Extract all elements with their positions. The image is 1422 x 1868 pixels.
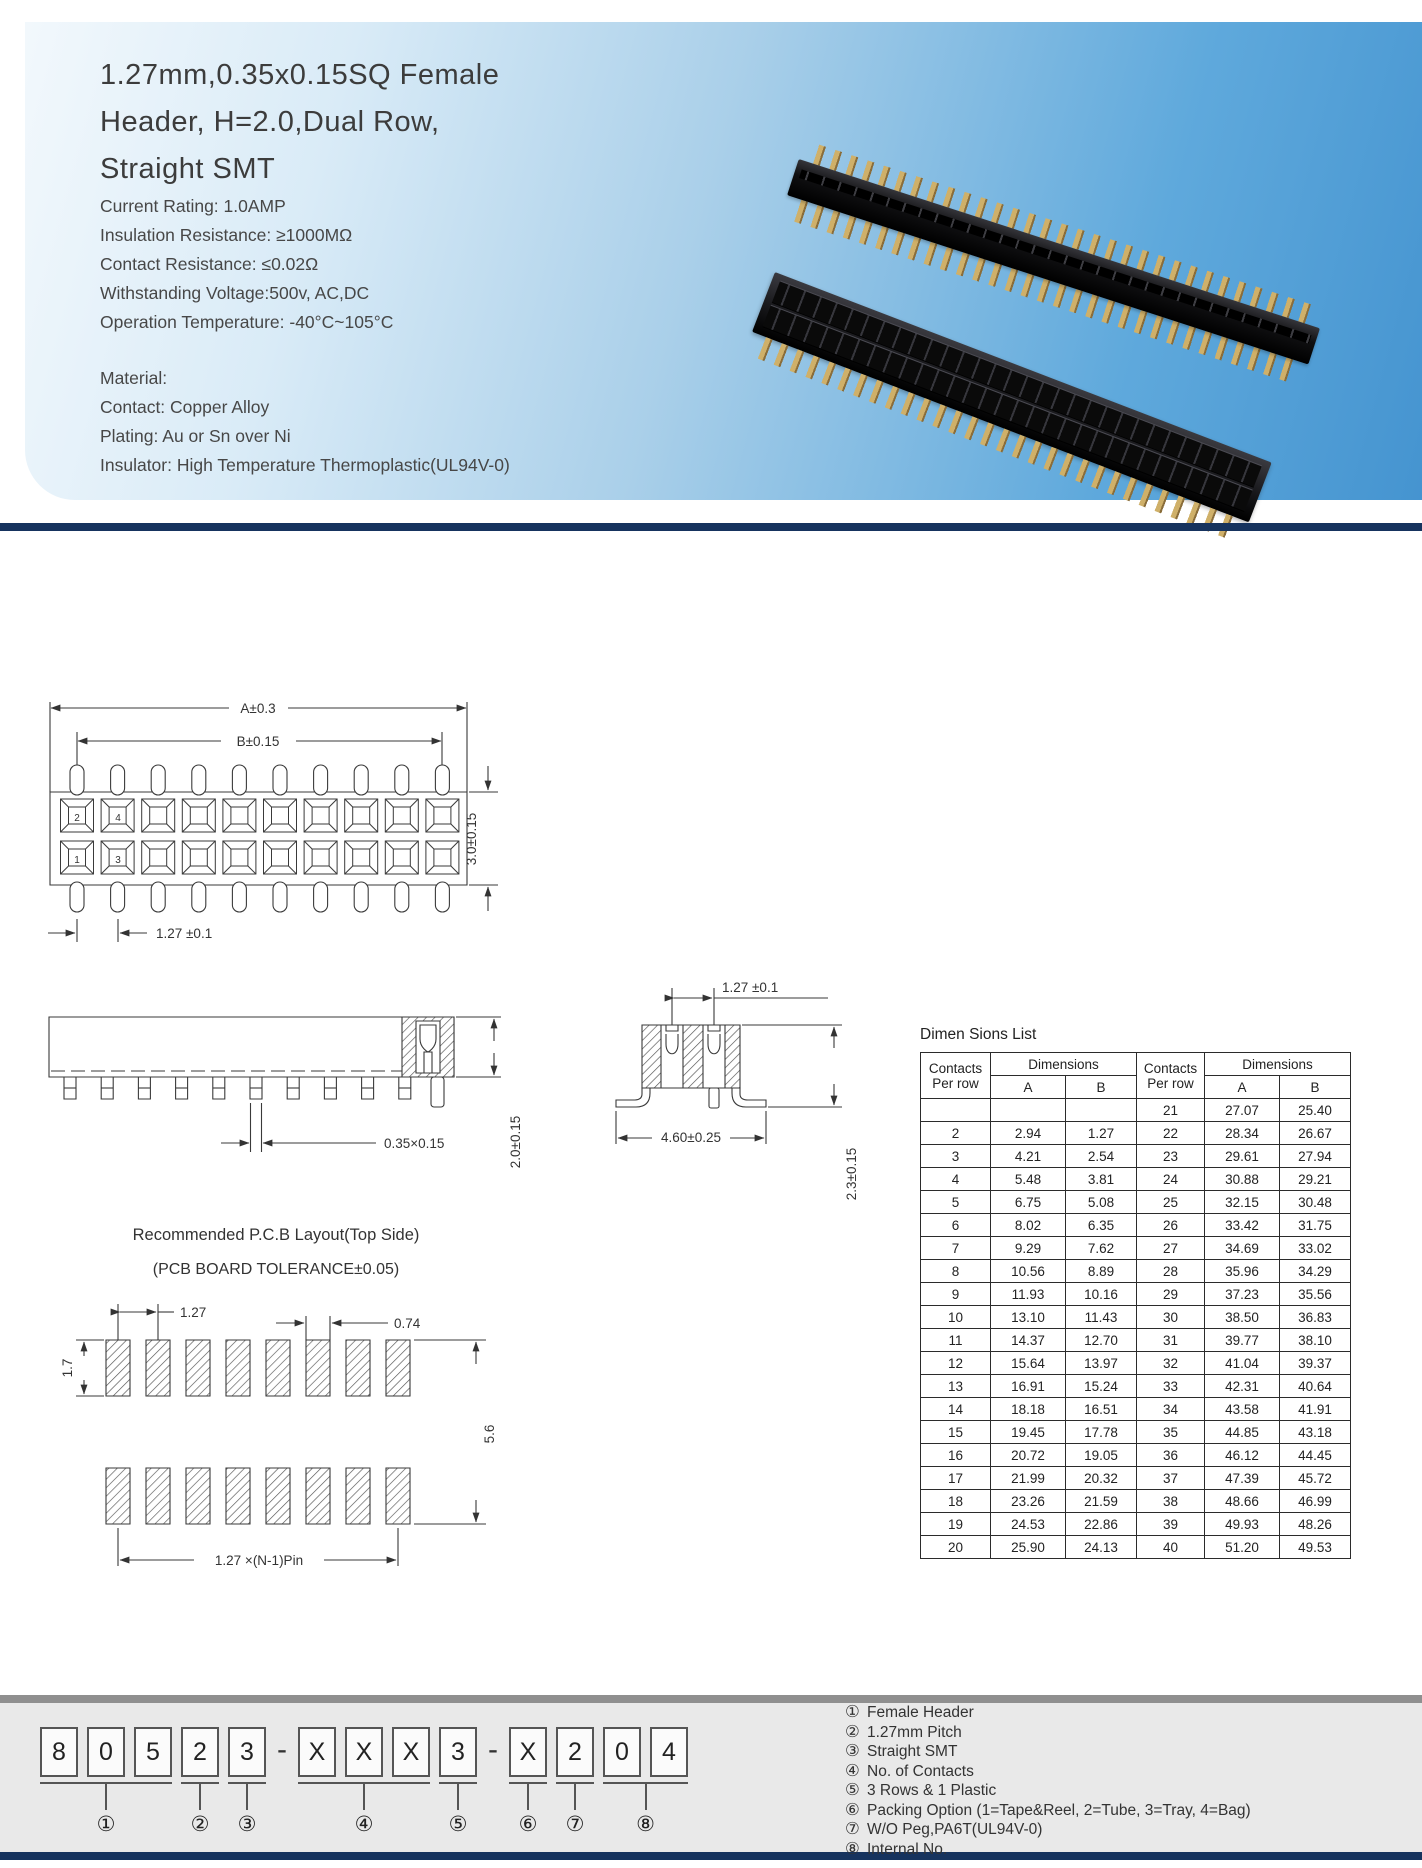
table-row: [921, 1398, 1351, 1421]
cell-dim-a: 44.85: [1205, 1421, 1280, 1444]
cell-dim-b: [1066, 1099, 1137, 1122]
cell-dim-a: 4.21: [991, 1145, 1066, 1168]
cell-dim-b: 25.40: [1280, 1099, 1351, 1122]
cell-contacts: 18: [921, 1490, 991, 1513]
table-row: [921, 1237, 1351, 1260]
part-number-box: X: [509, 1727, 547, 1777]
drawing-pcb-layout: [60, 1222, 571, 1582]
cell-dim-a: 39.77: [1205, 1329, 1280, 1352]
cell-dim-a: 47.39: [1205, 1467, 1280, 1490]
group-stem: [105, 1784, 107, 1810]
cell-dim-b: 13.97: [1066, 1352, 1137, 1375]
contact-label-4: 4: [115, 813, 121, 824]
cell-dim-b: 21.59: [1066, 1490, 1137, 1513]
cell-dim-a: 23.26: [991, 1490, 1066, 1513]
cell-dim-a: 15.64: [991, 1352, 1066, 1375]
dim-label-width: 4.60±0.25: [661, 1130, 721, 1145]
cell-contacts: 35: [1137, 1421, 1205, 1444]
cell-dim-a: [991, 1099, 1066, 1122]
cell-dim-b: 20.32: [1066, 1467, 1137, 1490]
group-number: ②: [190, 1813, 210, 1836]
material-lines: [100, 393, 510, 480]
cell-dim-b: 33.02: [1280, 1237, 1351, 1260]
cell-contacts: 40: [1137, 1536, 1205, 1559]
group-number: ⑥: [518, 1813, 538, 1836]
header-banner: [25, 22, 1422, 500]
dim-label-pad-height: 1.7: [60, 1358, 75, 1378]
table-row: [921, 1375, 1351, 1398]
cell-contacts: 38: [1137, 1490, 1205, 1513]
cell-dim-a: 38.50: [1205, 1306, 1280, 1329]
cell-dim-a: 11.93: [991, 1283, 1066, 1306]
col-header-contacts: Contacts Per row: [921, 1053, 991, 1099]
contact-label-3: 3: [115, 855, 121, 866]
cell-dim-a: 18.18: [991, 1398, 1066, 1421]
cell-dim-a: 19.45: [991, 1421, 1066, 1444]
spec-list: [100, 192, 393, 337]
part-number-box: X: [392, 1727, 430, 1777]
material-heading: Material:: [100, 368, 168, 388]
cell-dim-a: 25.90: [991, 1536, 1066, 1559]
cell-dim-a: 27.07: [1205, 1099, 1280, 1122]
cell-dim-b: 30.48: [1280, 1191, 1351, 1214]
cell-contacts: 19: [921, 1513, 991, 1536]
cell-dim-a: 51.20: [1205, 1536, 1280, 1559]
cell-dim-a: 8.02: [991, 1214, 1066, 1237]
drawing-front-view: [36, 1000, 551, 1205]
cell-dim-b: 40.64: [1280, 1375, 1351, 1398]
cell-dim-b: 12.70: [1066, 1329, 1137, 1352]
group-number: ⑤: [448, 1813, 468, 1836]
cell-dim-b: 26.67: [1280, 1122, 1351, 1145]
part-number-box: 4: [650, 1727, 688, 1777]
cell-contacts: 14: [921, 1398, 991, 1421]
cell-dim-b: 19.05: [1066, 1444, 1137, 1467]
contact-label-1: 1: [74, 855, 80, 866]
legend-item: [845, 1723, 1251, 1743]
cell-contacts: 15: [921, 1421, 991, 1444]
group-number: ⑦: [565, 1813, 585, 1836]
table-row: [921, 1122, 1351, 1145]
legend-item: [845, 1762, 1251, 1782]
cell-dim-b: 6.35: [1066, 1214, 1137, 1237]
cell-contacts: [921, 1099, 991, 1122]
cell-dim-b: 29.21: [1280, 1168, 1351, 1191]
col-header-contacts: Contacts Per row: [1137, 1053, 1205, 1099]
cell-dim-a: 49.93: [1205, 1513, 1280, 1536]
cell-contacts: 32: [1137, 1352, 1205, 1375]
legend-item-text: Straight SMT: [867, 1743, 958, 1760]
material-line: Insulator: High Temperature Thermoplastic(UL94V-0): [100, 455, 510, 475]
group-stem: [363, 1784, 365, 1810]
material-line: Plating: Au or Sn over Ni: [100, 426, 291, 446]
cell-dim-a: 30.88: [1205, 1168, 1280, 1191]
cell-dim-b: 27.94: [1280, 1145, 1351, 1168]
dim-label-pitch: 1.27 ±0.1: [156, 926, 213, 941]
dim-label-pin-size: 0.35×0.15: [384, 1136, 445, 1151]
table-row: [921, 1467, 1351, 1490]
cell-dim-b: 41.91: [1280, 1398, 1351, 1421]
part-number-box: 3: [228, 1727, 266, 1777]
ordering-legend: [845, 1703, 1251, 1859]
cell-dim-b: 48.26: [1280, 1513, 1351, 1536]
cell-dim-b: 8.89: [1066, 1260, 1137, 1283]
dimensions-table-title: Dimen Sions List: [920, 1026, 1037, 1043]
legend-item: [845, 1742, 1251, 1762]
cell-contacts: 9: [921, 1283, 991, 1306]
legend-item: [845, 1781, 1251, 1801]
group-number: ⑧: [636, 1813, 655, 1836]
group-stem: [527, 1784, 529, 1810]
cell-dim-a: 32.15: [1205, 1191, 1280, 1214]
cell-contacts: 7: [921, 1237, 991, 1260]
table-row: [921, 1444, 1351, 1467]
dim-label-a: A±0.3: [240, 701, 276, 716]
cell-dim-b: 36.83: [1280, 1306, 1351, 1329]
col-header-dimensions: Dimensions: [991, 1053, 1137, 1076]
group-number: ④: [354, 1813, 374, 1836]
cell-contacts: 28: [1137, 1260, 1205, 1283]
cell-dim-b: 22.86: [1066, 1513, 1137, 1536]
cell-contacts: 25: [1137, 1191, 1205, 1214]
table-row: [921, 1352, 1351, 1375]
table-row: [921, 1329, 1351, 1352]
cell-contacts: 2: [921, 1122, 991, 1145]
cell-dim-a: 34.69: [1205, 1237, 1280, 1260]
cell-dim-a: 43.58: [1205, 1398, 1280, 1421]
cell-contacts: 36: [1137, 1444, 1205, 1467]
dim-label-pitch: 1.27: [180, 1305, 207, 1320]
separator-line-top: [0, 523, 1422, 531]
drawing-section-view: [590, 948, 895, 1240]
cell-contacts: 5: [921, 1191, 991, 1214]
cell-contacts: 13: [921, 1375, 991, 1398]
legend-item-text: Packing Option (1=Tape&Reel, 2=Tube, 3=Tray, 4=Bag): [867, 1801, 1251, 1819]
cell-contacts: 11: [921, 1329, 991, 1352]
cell-contacts: 12: [921, 1352, 991, 1375]
legend-item: [845, 1820, 1251, 1840]
cell-contacts: 30: [1137, 1306, 1205, 1329]
cell-contacts: 10: [921, 1306, 991, 1329]
table-row: [921, 1214, 1351, 1237]
cell-contacts: 27: [1137, 1237, 1205, 1260]
cell-dim-a: 33.42: [1205, 1214, 1280, 1237]
part-number-box: 2: [181, 1727, 219, 1777]
cell-dim-a: 10.56: [991, 1260, 1066, 1283]
page-title-line: Straight SMT: [100, 153, 276, 185]
cell-dim-a: 24.53: [991, 1513, 1066, 1536]
dim-label-body-height: 2.0±0.15: [508, 1115, 523, 1169]
dim-label-height: 2.3±0.15: [844, 1147, 859, 1201]
cell-dim-a: 2.94: [991, 1122, 1066, 1145]
dimensions-table: [920, 1052, 1351, 1559]
page-title: [100, 52, 499, 193]
part-number-box: X: [345, 1727, 383, 1777]
page-title-line: 1.27mm,0.35x0.15SQ Female: [100, 59, 500, 91]
cell-dim-b: 44.45: [1280, 1444, 1351, 1467]
cell-dim-a: 6.75: [991, 1191, 1066, 1214]
legend-item: [845, 1801, 1251, 1821]
table-row: [921, 1168, 1351, 1191]
part-number-dash: -: [277, 1733, 287, 1766]
legend-item-text: Female Header: [867, 1704, 974, 1721]
legend-item-text: No. of Contacts: [867, 1762, 974, 1780]
legend-item-number: ②: [845, 1722, 860, 1741]
cell-dim-b: 46.99: [1280, 1490, 1351, 1513]
cell-dim-b: 39.37: [1280, 1352, 1351, 1375]
legend-item-text: 1.27mm Pitch: [867, 1723, 962, 1741]
cell-dim-b: 34.29: [1280, 1260, 1351, 1283]
cell-dim-b: 16.51: [1066, 1398, 1137, 1421]
cell-dim-b: 2.54: [1066, 1145, 1137, 1168]
legend-item-text: Internal No.: [867, 1840, 948, 1858]
cell-contacts: 6: [921, 1214, 991, 1237]
cell-dim-b: 10.16: [1066, 1283, 1137, 1306]
cell-contacts: 26: [1137, 1214, 1205, 1237]
cell-contacts: 8: [921, 1260, 991, 1283]
dim-label-pitch: 1.27 ±0.1: [722, 980, 779, 995]
legend-item: [845, 1840, 1251, 1860]
cell-contacts: 4: [921, 1168, 991, 1191]
material-line: Contact: Copper Alloy: [100, 397, 270, 417]
part-number-group-8: [603, 1727, 688, 1837]
group-number: ①: [96, 1813, 116, 1836]
separator-bar-gray: [0, 1695, 1422, 1703]
part-number-box: 5: [134, 1727, 172, 1777]
part-number-box: 0: [603, 1727, 641, 1777]
cell-dim-a: 13.10: [991, 1306, 1066, 1329]
cell-dim-b: 17.78: [1066, 1421, 1137, 1444]
dim-label-height: 3.0±0.15: [464, 812, 479, 866]
cell-dim-b: 43.18: [1280, 1421, 1351, 1444]
material-block: [100, 364, 510, 480]
table-row: [921, 1536, 1351, 1559]
cell-dim-a: 21.99: [991, 1467, 1066, 1490]
cell-dim-b: 38.10: [1280, 1329, 1351, 1352]
cell-contacts: 34: [1137, 1398, 1205, 1421]
cell-dim-a: 42.31: [1205, 1375, 1280, 1398]
cell-contacts: 37: [1137, 1467, 1205, 1490]
cell-dim-b: 7.62: [1066, 1237, 1137, 1260]
cell-contacts: 20: [921, 1536, 991, 1559]
table-row: [921, 1421, 1351, 1444]
cell-dim-a: 48.66: [1205, 1490, 1280, 1513]
dim-label-total: 1.27 ×(N-1)Pin: [214, 1553, 304, 1568]
cell-dim-b: 24.13: [1066, 1536, 1137, 1559]
table-row: [921, 1490, 1351, 1513]
spec-line: Withstanding Voltage:500v, AC,DC: [100, 283, 370, 303]
cell-dim-b: 5.08: [1066, 1191, 1137, 1214]
cell-contacts: 16: [921, 1444, 991, 1467]
spec-line: Insulation Resistance: ≥1000MΩ: [100, 225, 353, 245]
part-number-group-6: [509, 1727, 547, 1837]
group-stem: [574, 1784, 576, 1810]
table-header-row: [921, 1053, 1351, 1076]
legend-item: [845, 1703, 1251, 1723]
part-number-group-3: [228, 1727, 266, 1837]
drawing-top-view: [36, 682, 516, 954]
part-number-box: 0: [87, 1727, 125, 1777]
part-number-group-2: [181, 1727, 219, 1837]
cell-dim-b: 3.81: [1066, 1168, 1137, 1191]
spec-line: Operation Temperature: -40°C~105°C: [100, 312, 394, 332]
legend-item-text: W/O Peg,PA6T(UL94V-0): [867, 1821, 1043, 1838]
spec-line: Contact Resistance: ≤0.02Ω: [100, 254, 319, 274]
cell-contacts: 21: [1137, 1099, 1205, 1122]
dim-label-pad-width: 0.74: [394, 1316, 421, 1331]
cell-contacts: 17: [921, 1467, 991, 1490]
col-header-b: B: [1066, 1076, 1137, 1099]
legend-item-number: ⑧: [845, 1839, 860, 1858]
group-number: ③: [237, 1813, 257, 1836]
legend-item-text: 3 Rows & 1 Plastic: [867, 1782, 997, 1799]
cell-contacts: 29: [1137, 1283, 1205, 1306]
cell-contacts: 31: [1137, 1329, 1205, 1352]
table-row: [921, 1145, 1351, 1168]
contact-label-2: 2: [74, 813, 80, 824]
cell-dim-a: 5.48: [991, 1168, 1066, 1191]
part-number-group-1: [40, 1727, 172, 1837]
cell-dim-b: 35.56: [1280, 1283, 1351, 1306]
table-row: [921, 1099, 1351, 1122]
cell-dim-a: 28.34: [1205, 1122, 1280, 1145]
cell-dim-a: 35.96: [1205, 1260, 1280, 1283]
cell-dim-a: 9.29: [991, 1237, 1066, 1260]
legend-item-number: ⑤: [845, 1781, 860, 1799]
cell-dim-b: 45.72: [1280, 1467, 1351, 1490]
part-number-dash: -: [488, 1733, 498, 1766]
cell-dim-a: 14.37: [991, 1329, 1066, 1352]
cell-dim-a: 37.23: [1205, 1283, 1280, 1306]
pcb-title: Recommended P.C.B Layout(Top Side): [132, 1226, 420, 1244]
part-number-box: 8: [40, 1727, 78, 1777]
cell-dim-a: 20.72: [991, 1444, 1066, 1467]
cell-dim-a: 16.91: [991, 1375, 1066, 1398]
group-stem: [457, 1784, 459, 1810]
cell-contacts: 23: [1137, 1145, 1205, 1168]
cell-dim-b: 1.27: [1066, 1122, 1137, 1145]
cell-contacts: 39: [1137, 1513, 1205, 1536]
table-row: [921, 1283, 1351, 1306]
part-number-box: 3: [439, 1727, 477, 1777]
cell-dim-b: 15.24: [1066, 1375, 1137, 1398]
cell-dim-b: 11.43: [1066, 1306, 1137, 1329]
cell-dim-a: 29.61: [1205, 1145, 1280, 1168]
group-stem: [246, 1784, 248, 1810]
group-stem: [199, 1784, 201, 1810]
cell-dim-a: 41.04: [1205, 1352, 1280, 1375]
pcb-subtitle: (PCB BOARD TOLERANCE±0.05): [152, 1261, 400, 1278]
part-number-group-4: [298, 1727, 430, 1837]
part-number-diagram: [40, 1727, 688, 1837]
part-number-group-7: [556, 1727, 594, 1837]
cell-contacts: 24: [1137, 1168, 1205, 1191]
col-header-b: B: [1280, 1076, 1351, 1099]
col-header-dimensions: Dimensions: [1205, 1053, 1351, 1076]
cell-contacts: 22: [1137, 1122, 1205, 1145]
table-row: [921, 1260, 1351, 1283]
table-row: [921, 1306, 1351, 1329]
cell-dim-a: 46.12: [1205, 1444, 1280, 1467]
spec-line: Current Rating: 1.0AMP: [100, 196, 286, 216]
col-header-a: A: [991, 1076, 1066, 1099]
cell-contacts: 3: [921, 1145, 991, 1168]
page-title-line: Header, H=2.0,Dual Row,: [100, 106, 440, 138]
cell-dim-b: 49.53: [1280, 1536, 1351, 1559]
part-number-box: X: [298, 1727, 336, 1777]
table-row: [921, 1191, 1351, 1214]
part-number-group-5: [439, 1727, 477, 1837]
legend-item-number: ④: [845, 1761, 860, 1780]
legend-item-number: ①: [845, 1703, 860, 1721]
legend-item-number: ⑥: [845, 1800, 860, 1819]
part-number-box: 2: [556, 1727, 594, 1777]
table-row: [921, 1513, 1351, 1536]
dim-label-b: B±0.15: [236, 734, 280, 749]
dim-label-row-span: 5.6: [482, 1424, 497, 1444]
legend-item-number: ⑦: [845, 1820, 860, 1838]
cell-dim-b: 31.75: [1280, 1214, 1351, 1237]
group-stem: [645, 1784, 647, 1810]
cell-contacts: 33: [1137, 1375, 1205, 1398]
legend-item-number: ③: [845, 1742, 860, 1760]
col-header-a: A: [1205, 1076, 1280, 1099]
